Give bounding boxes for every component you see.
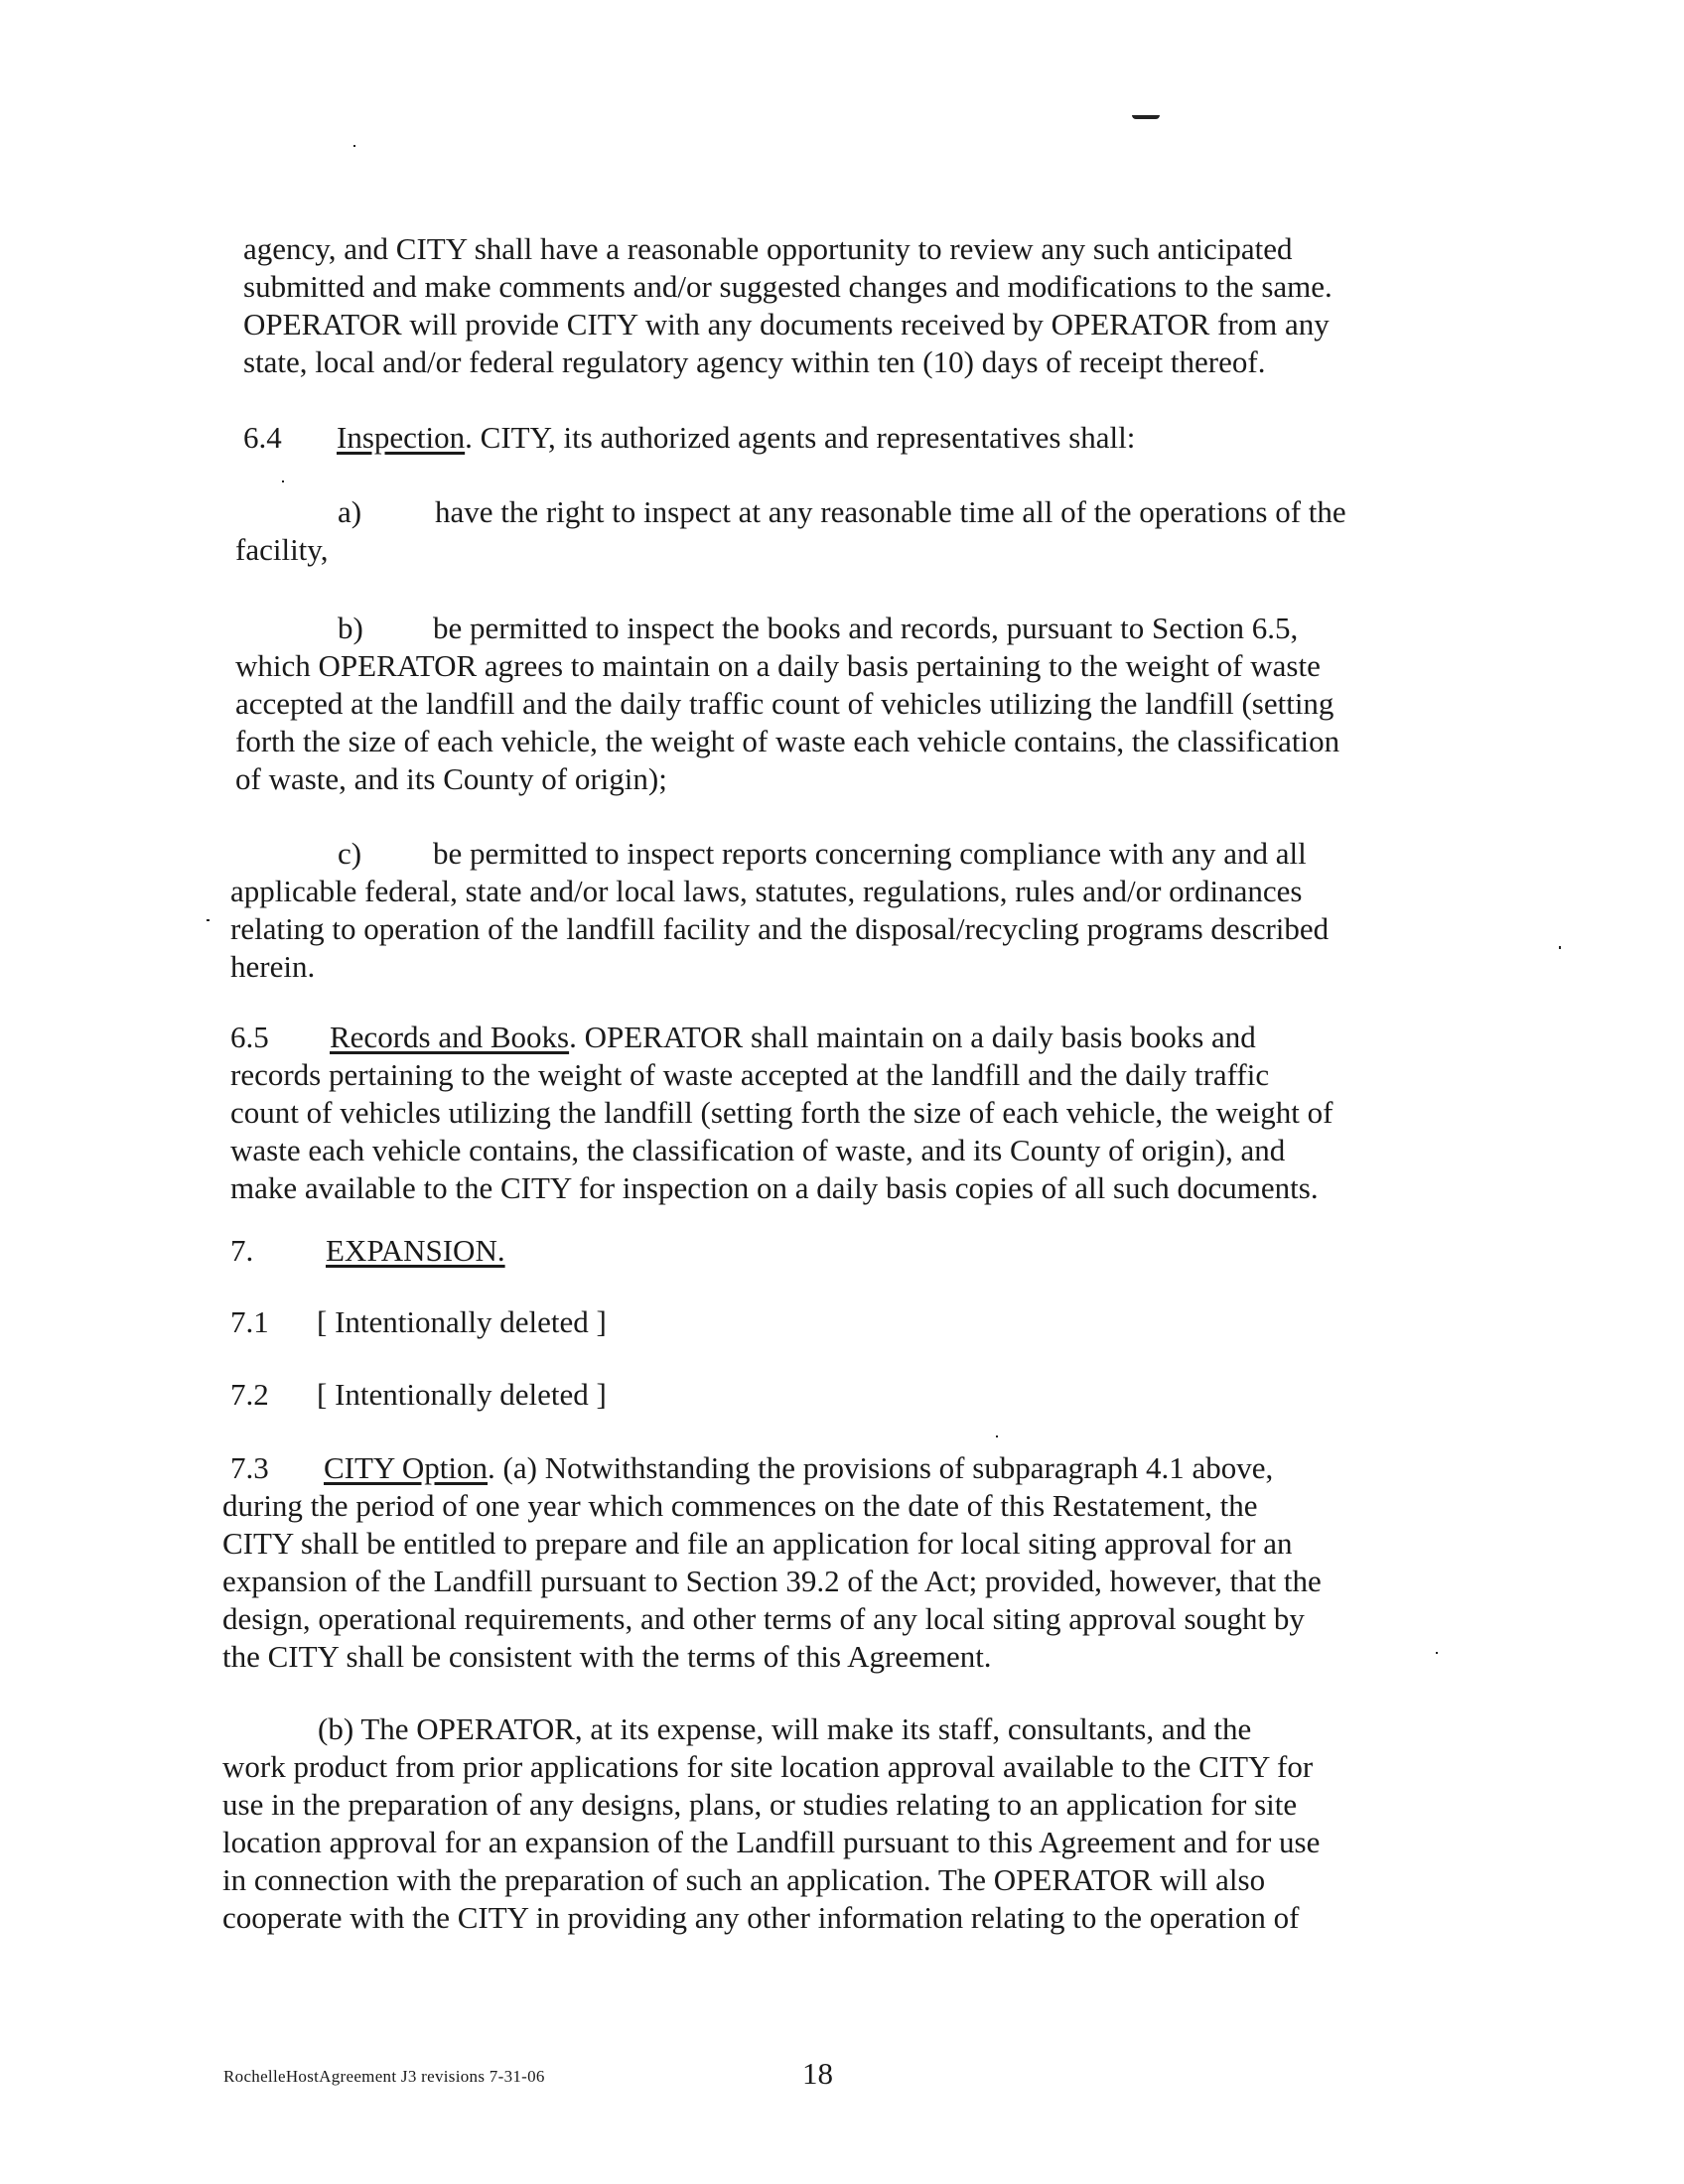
section-number: 7.3 xyxy=(230,1450,269,1485)
item-label: c) xyxy=(338,836,362,871)
paragraph-line: which OPERATOR agrees to maintain on a daily basis pertaining to the weight of waste xyxy=(235,648,1321,683)
item-label: a) xyxy=(338,494,362,529)
paragraph-line: cooperate with the CITY in providing any other information relating to the operation of xyxy=(222,1900,1300,1935)
section-heading: CITY Option xyxy=(324,1450,489,1485)
paragraph-line: state, local and/or federal regulatory agency within ten (10) days of receipt thereof. xyxy=(243,344,1266,379)
section-text: . (a) Notwithstanding the provisions of subparagraph 4.1 above, xyxy=(488,1450,1274,1485)
page-number: 18 xyxy=(802,2056,833,2091)
section-text: . CITY, its authorized agents and representatives shall: xyxy=(465,420,1136,455)
item-text: have the right to inspect at any reasonable time all of the operations of the xyxy=(435,494,1346,529)
section-number: 6.5 xyxy=(230,1020,269,1054)
paragraph-line: count of vehicles utilizing the landfill (setting forth the size of each vehicle, the weight of xyxy=(230,1095,1333,1130)
section-7 xyxy=(230,1232,505,1270)
paragraph-line: records pertaining to the weight of waste accepted at the landfill and the daily traffic xyxy=(230,1057,1270,1092)
scan-speck xyxy=(996,1435,998,1437)
paragraph-line: relating to operation of the landfill facility and the disposal/recycling programs described xyxy=(230,911,1330,946)
item-label: b) xyxy=(338,611,363,645)
paragraph-line: during the period of one year which commences on the date of this Restatement, the xyxy=(222,1488,1258,1523)
scan-speck xyxy=(1559,946,1561,949)
section-heading: Records and Books xyxy=(330,1020,570,1054)
item-text: be permitted to inspect the books and records, pursuant to Section 6.5, xyxy=(433,611,1299,645)
paragraph-line: OPERATOR will provide CITY with any documents received by OPERATOR from any xyxy=(243,307,1330,341)
scan-speck xyxy=(207,919,210,921)
paragraph-line: facility, xyxy=(235,532,329,567)
paragraph-line: expansion of the Landfill pursuant to Section 39.2 of the Act; provided, however, that the xyxy=(222,1564,1322,1598)
section-6-4 xyxy=(243,419,1135,457)
paragraph-line: in connection with the preparation of such an application. The OPERATOR will also xyxy=(222,1862,1266,1897)
scan-speck xyxy=(282,480,284,482)
paragraph-line: (b) The OPERATOR, at its expense, will make its staff, consultants, and the xyxy=(318,1711,1252,1746)
paragraph-line: applicable federal, state and/or local laws, statutes, regulations, rules and/or ordinances xyxy=(230,874,1303,908)
paragraph-line: work product from prior applications for site location approval available to the CITY for xyxy=(222,1749,1314,1784)
scan-speck xyxy=(353,145,355,147)
section-text: [ Intentionally deleted ] xyxy=(317,1304,607,1339)
section-7-1 xyxy=(230,1303,607,1341)
paragraph-line: agency, and CITY shall have a reasonable opportunity to review any such anticipated xyxy=(243,231,1293,266)
paragraph-line: waste each vehicle contains, the classification of waste, and its County of origin), and xyxy=(230,1133,1286,1167)
section-heading: Inspection xyxy=(337,420,466,455)
section-heading: EXPANSION. xyxy=(326,1233,505,1268)
section-number: 6.4 xyxy=(243,420,282,455)
section-number: 7. xyxy=(230,1233,254,1268)
paragraph-line: design, operational requirements, and other terms of any local siting approval sought by xyxy=(222,1601,1305,1636)
section-number: 7.2 xyxy=(230,1377,269,1412)
scan-mark xyxy=(1132,115,1160,119)
item-text: be permitted to inspect reports concerning compliance with any and all xyxy=(433,836,1307,871)
scan-speck xyxy=(1436,1652,1438,1654)
item-a xyxy=(338,493,1346,531)
section-number: 7.1 xyxy=(230,1304,269,1339)
paragraph-line: location approval for an expansion of the Landfill pursuant to this Agreement and for use xyxy=(222,1825,1321,1859)
section-text: . OPERATOR shall maintain on a daily basis books and xyxy=(569,1020,1256,1054)
paragraph-line: herein. xyxy=(230,949,316,984)
section-7-2 xyxy=(230,1376,607,1414)
item-c xyxy=(338,835,1307,873)
paragraph-line: accepted at the landfill and the daily traffic count of vehicles utilizing the landfill (setting xyxy=(235,686,1334,721)
section-text: [ Intentionally deleted ] xyxy=(317,1377,607,1412)
paragraph-line: forth the size of each vehicle, the weight of waste each vehicle contains, the classification xyxy=(235,724,1340,758)
footer-filename: RochelleHostAgreement J3 revisions 7-31-06 xyxy=(223,2067,545,2086)
paragraph-line: use in the preparation of any designs, plans, or studies relating to an application for site xyxy=(222,1787,1298,1822)
paragraph-line: the CITY shall be consistent with the terms of this Agreement. xyxy=(222,1639,992,1674)
paragraph-line: of waste, and its County of origin); xyxy=(235,761,667,796)
paragraph-line: CITY shall be entitled to prepare and file an application for local siting approval for an xyxy=(222,1526,1293,1561)
item-b xyxy=(338,610,1298,647)
paragraph-line: make available to the CITY for inspection on a daily basis copies of all such documents. xyxy=(230,1170,1319,1205)
paragraph-line: submitted and make comments and/or suggested changes and modifications to the same. xyxy=(243,269,1333,304)
section-7-3 xyxy=(230,1449,1273,1487)
section-6-5 xyxy=(230,1019,1256,1056)
